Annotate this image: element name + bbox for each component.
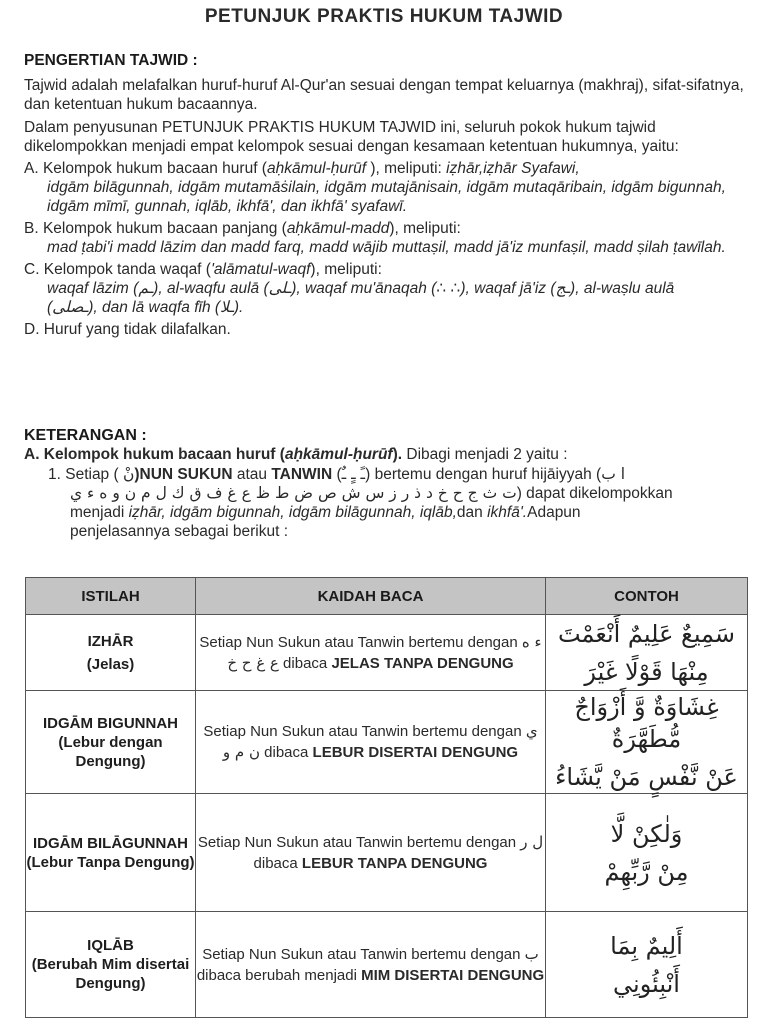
- group-a-mid: ), meliputi:: [366, 160, 447, 177]
- table-row: [26, 794, 748, 912]
- item1-line3-adapun: Adapun: [527, 504, 581, 521]
- example-line-1: غِشَاوَةٌ وَّ أَزْوَاجٌ مُّطَهَّرَةٌ: [574, 693, 719, 753]
- rule-pre: Setiap Nun Sukun atau Tanwin bertemu dengan: [199, 633, 518, 651]
- term-name: IDGĀM BIGUNNAH: [43, 714, 178, 732]
- group-a-list-2: idgām bilāgunnah, idgām mutamāṡilain, idgām mutajānisain, idgām mutaqāribain, idgām bigunnah, idgām mīmī, gunnah, iqlāb, ikhfā', dan ikhfā' syafawī.: [47, 179, 726, 215]
- group-c-list-2: (ـصلى), dan lā waqfa fīh (ـلا).: [47, 299, 244, 316]
- row-example-cell: [546, 691, 748, 794]
- group-c-term: 'alāmatul-waqf: [210, 261, 311, 278]
- keterangan-a: [24, 445, 754, 464]
- item1-line3-a: menjadi: [70, 504, 129, 521]
- table-header-row: [26, 578, 748, 615]
- keterangan-a-rest: Dibagi menjadi 2 yaitu :: [406, 446, 568, 463]
- example-line-1: أَلِيمٌ بِمَا: [610, 931, 683, 960]
- item1-line-4: penjelasannya sebagai berikut :: [70, 523, 289, 540]
- section-keterangan: [24, 427, 754, 541]
- rule-mid: dibaca: [259, 744, 313, 761]
- row-rule-cell: [196, 794, 546, 912]
- keterangan-heading: KETERANGAN :: [24, 427, 147, 444]
- item1-tanwin-label: TANWIN: [271, 466, 333, 483]
- row-term-cell: [26, 615, 196, 691]
- rule-letters: ب: [524, 944, 539, 963]
- group-b-mid: ), meliputi:: [389, 220, 461, 237]
- item1-meet: ) bertemu dengan huruf hijāiyyah (: [365, 466, 602, 483]
- nun-sukun-glyph: نْ: [122, 465, 135, 483]
- group-c: [24, 260, 746, 317]
- keterangan-a-term: aḥkāmul-ḥurūf: [284, 446, 393, 463]
- row-example-cell: [546, 794, 748, 912]
- item1-line-3: [48, 503, 754, 522]
- tajwid-rules-table: [25, 577, 748, 1018]
- rule-bold: MIM DISERTAI DENGUNG: [361, 966, 545, 984]
- row-term-cell: [26, 691, 196, 794]
- row-rule-cell: [196, 615, 546, 691]
- table-row: [26, 615, 748, 691]
- term-name: IQLĀB: [87, 937, 134, 954]
- row-rule-cell: [196, 691, 546, 794]
- item1-line3-terms: iẓhār, idgām bigunnah, idgām bilāgunnah, iqlāb,: [128, 504, 457, 521]
- term-name: IDGĀM BILĀGUNNAH: [33, 834, 188, 852]
- example-line-1: وَلٰكِنْ لَّا: [610, 819, 683, 848]
- row-term-cell: [26, 912, 196, 1018]
- row-example-cell: [546, 615, 748, 691]
- hijaiyah-letters: ت ث ج ح خ د ذ ر ز س ش ص ض ط ظ ع غ ف ق ك ل م ن و ه ء ي: [70, 484, 517, 502]
- row-term-cell: [26, 794, 196, 912]
- rule-pre: Setiap Nun Sukun atau Tanwin bertemu dengan: [197, 833, 517, 851]
- rule-mid: dibaca: [278, 654, 332, 672]
- term-subtitle: (Jelas): [86, 655, 135, 673]
- item1-line3-and: dan: [456, 504, 488, 521]
- group-a-list-1: iẓhār,iẓhār Syafawi,: [446, 160, 580, 177]
- header-kaidah-baca: KAIDAH BACA: [196, 578, 546, 615]
- item1-or: atau: [232, 466, 272, 483]
- item1-start: 1. Setiap (: [48, 466, 123, 483]
- rule-pre: Setiap Nun Sukun atau Tanwin bertemu dengan: [203, 723, 522, 740]
- example-line-2: مِنْ رَّبِّهِمْ: [604, 857, 689, 886]
- group-a-intro: A. Kelompok hukum bacaan huruf (: [24, 160, 267, 177]
- group-b-list: mad ṭabi'i madd lāzim dan madd farq, madd wājib muttaṣil, madd jā'iz munfaṣil, madd ṣilah ṭawīlah.: [47, 239, 726, 256]
- term-subtitle: (Berubah Mim disertai Dengung): [31, 956, 190, 992]
- group-a-term: aḥkāmul-ḥurūf: [266, 160, 367, 177]
- item1-grouped: ) dapat dikelompokkan: [516, 485, 673, 502]
- group-b: [24, 219, 746, 257]
- group-c-intro: C. Kelompok tanda waqaf (: [24, 261, 211, 278]
- table-row: [26, 691, 748, 794]
- term-subtitle: (Lebur dengan Dengung): [58, 733, 163, 770]
- item1-line-2: [48, 484, 754, 503]
- pengertian-paragraph-1: Tajwid adalah melafalkan huruf-huruf Al-Qur'an sesuai dengan tempat keluarnya (makhraj), sifat-sifatnya, dan ketentuan hukum bacaannya.: [24, 77, 744, 113]
- rule-letters: ي ن م و: [222, 722, 538, 761]
- term-name: IZHĀR: [87, 632, 134, 650]
- group-c-list-1: waqaf lāzim (ـم), al-waqfu aulā (ـلى), waqaf mu'ānaqah (∴ ∴), waqaf jā'iz (ـج), al-waṣlu aulā: [47, 280, 675, 297]
- keterangan-a-end: ).: [392, 446, 407, 463]
- example-line-2: أَنْبِئُونِي: [613, 969, 680, 998]
- rule-mid: dibaca: [253, 854, 302, 872]
- group-a: [24, 159, 746, 216]
- item1-line3-ikhfa: ikhfā'.: [487, 504, 528, 521]
- group-c-mid: ), meliputi:: [310, 261, 382, 278]
- page-title: PETUNJUK PRAKTIS HUKUM TAJWID: [204, 6, 564, 27]
- group-d: D. Huruf yang tidak dilafalkan.: [24, 321, 231, 338]
- header-istilah: ISTILAH: [26, 578, 196, 615]
- example-line-1: سَمِيعٌ عَلِيمٌ أَنْعَمْتَ: [557, 619, 736, 648]
- pengertian-paragraph-2: Dalam penyusunan PETUNJUK PRAKTIS HUKUM TAJWID ini, seluruh pokok hukum tajwid dikelompokkan menjadi empat kelompok sesuai dengan kesamaan ketentuan hukumnya, yaitu:: [24, 119, 679, 155]
- term-subtitle: (Lebur Tanpa Dengung): [26, 853, 195, 871]
- rule-pre: Setiap Nun Sukun atau Tanwin bertemu dengan: [202, 945, 521, 963]
- hijaiyah-letters-a: ا ب: [601, 465, 626, 483]
- pengertian-heading: PENGERTIAN TAJWID :: [24, 52, 198, 69]
- item1-nun-label: )NUN SUKUN: [134, 466, 233, 483]
- group-b-term: aḥkāmul-madd: [286, 220, 390, 237]
- tanwin-glyph: ـً ـٍ ـٌ: [341, 465, 366, 483]
- example-line-2: مِنْهَا قَوْلًا غَيْرَ: [584, 657, 709, 686]
- rule-letters: ء ه ع غ ح خ: [227, 632, 542, 672]
- rule-bold: JELAS TANPA DENGUNG: [331, 654, 514, 672]
- rule-mid: dibaca berubah menjadi: [196, 966, 362, 984]
- rule-bold: LEBUR DISERTAI DENGUNG: [312, 744, 519, 761]
- example-line-2: عَنْ نَّفْسٍ مَنْ يَّشَاءُ: [555, 763, 738, 791]
- rule-bold: LEBUR TANPA DENGUNG: [301, 854, 488, 872]
- rule-letters: ل ر: [520, 832, 544, 851]
- table-row: [26, 912, 748, 1018]
- section-pengertian: [24, 52, 746, 339]
- group-b-intro: B. Kelompok hukum bacaan panjang (: [24, 220, 287, 237]
- keterangan-item-1: 1. Setiap ( نْ)NUN SUKUN atau TANWIN (ـً ـٍ ـٌ) bertemu dengan huruf hijāiyyah (ا ب ت ث ج ح خ د ذ ر ز س ش ص ض ط ظ ع غ ف ق ك ل م ن و ه ء ي) dapat dikelompokkan menjadi iẓhār, idgām bigunnah, idgām bilāgunnah, iqlāb,dan ikhfā'.Adapun penjelasannya sebagai berikut :: [24, 465, 754, 541]
- row-rule-cell: [196, 912, 546, 1018]
- keterangan-a-label: A. Kelompok hukum bacaan huruf (: [24, 446, 285, 463]
- row-example-cell: [546, 912, 748, 1018]
- header-contoh: CONTOH: [546, 578, 748, 615]
